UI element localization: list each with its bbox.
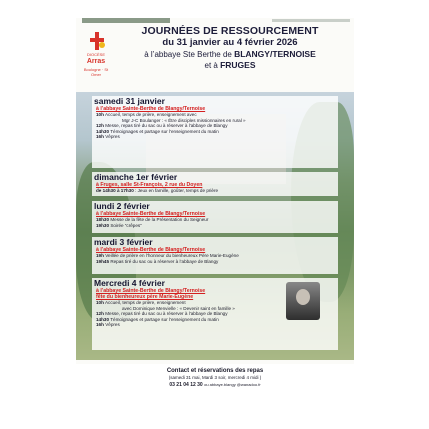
schedule-line: 18h30 Messe de la fête de la Présentation du Seigneur	[96, 217, 209, 222]
top-stripe	[82, 18, 350, 23]
portrait-photo	[286, 282, 320, 320]
schedule-line: 12h Messe, repas tiré du sac ou à réserver à l’abbaye de Blangy	[96, 123, 228, 128]
poster-title: JOURNÉES DE RESSOURCEMENT	[141, 25, 319, 37]
place1-prefix: à l’abbaye Ste Berthe de	[144, 50, 235, 59]
place2-name: FRUGES	[220, 60, 256, 70]
day-card-monday	[92, 201, 338, 233]
place1-name: BLANGY/TERNOISE	[234, 49, 316, 59]
logo-line-1: DIOCÈSE	[86, 52, 105, 57]
schedule-line: 10h Accueil, temps de prière, enseignement avec	[96, 112, 197, 117]
day-location: à l’abbaye Sainte-Berthe de Blangy/Ternoise	[96, 247, 206, 253]
schedule-line: 19h45 Repas tiré du sac ou à réserver à l’abbaye de Blangy	[96, 258, 219, 264]
day-card-saturday	[92, 96, 338, 168]
diocese-logo	[82, 30, 110, 77]
schedule-line: 16h Vêpres	[96, 322, 120, 327]
day-location: à l’abbaye Sainte-Berthe de Blangy/Ternoise	[96, 106, 206, 112]
contact-note: (samedi 31 mai, Mardi 3 soir, mercredi 4 midi )	[168, 375, 262, 380]
cross-icon	[90, 32, 104, 50]
schedule-line: 12h Messe, repas tiré du sac ou à réserver à l’abbaye de Blangy	[96, 311, 228, 316]
day-title: lundi 2 février	[94, 201, 150, 211]
day-title: samedi 31 janvier	[94, 96, 165, 106]
schedule-line: 14h30 Témoignages et partage sur l’enseignement du matin	[96, 316, 219, 322]
schedule-line: 16h Vêpres	[96, 134, 120, 139]
day-title: mardi 3 février	[94, 237, 153, 247]
poster-dates: du 31 janvier au 4 février 2026	[162, 37, 298, 48]
schedule-line: 10h Accueil, temps de prière, enseignement	[96, 300, 186, 305]
stripe-right	[272, 19, 350, 22]
day-location: à l’abbaye Sainte-Berthe de Blangy/Ternoise	[96, 288, 206, 294]
schedule-line: avec Dominique Menvielle : « Devenir saint en famille »	[122, 305, 235, 311]
schedule-line: de 14h30 à 17h30 : Jeux en famille, goûter, temps de prière	[96, 188, 219, 193]
day-location-feast: fête du bienheureux père Marie-Eugène	[96, 294, 194, 300]
poster-header	[112, 25, 348, 71]
day-title: dimanche 1er février	[94, 172, 178, 182]
stripe-left	[82, 18, 170, 23]
day-card-sunday	[92, 172, 338, 196]
poster	[76, 18, 354, 404]
contact-email: ou abbaye.blangy @wanadoo.fr	[204, 382, 261, 387]
schedule-line: Mgr J-C Boulanger : « Être disciples missionnaires en rural »	[122, 117, 246, 123]
schedule-line: 19h Veillée de prière en l’honneur du bienheureux Père Marie-Eugène	[96, 253, 239, 258]
schedule-line: 14h30 Témoignages et partage sur l’enseignement du matin	[96, 128, 219, 134]
logo-line-2: Arras	[86, 58, 106, 65]
contact-footer	[76, 364, 354, 404]
day-card-tuesday	[92, 237, 338, 274]
contact-title: Contact et réservations des repas	[166, 368, 264, 374]
day-location: à l’abbaye Sainte-Berthe de Blangy/Ternoise	[96, 211, 206, 217]
logo-line-3: Boulogne · St Omer	[83, 67, 109, 77]
day-title: Mercredi 4 février	[94, 278, 165, 288]
place-line-2	[112, 60, 348, 71]
place2-prefix: et à	[204, 61, 221, 70]
contact-line	[76, 381, 354, 389]
day-location: à Fruges, salle St-François, 2 rue du Doyen	[96, 182, 203, 188]
place-line-1	[112, 49, 348, 60]
schedule-line: 19h30 Soirée “crêpes”	[96, 222, 142, 228]
contact-phone: 03 21 04 12 30	[169, 382, 203, 388]
